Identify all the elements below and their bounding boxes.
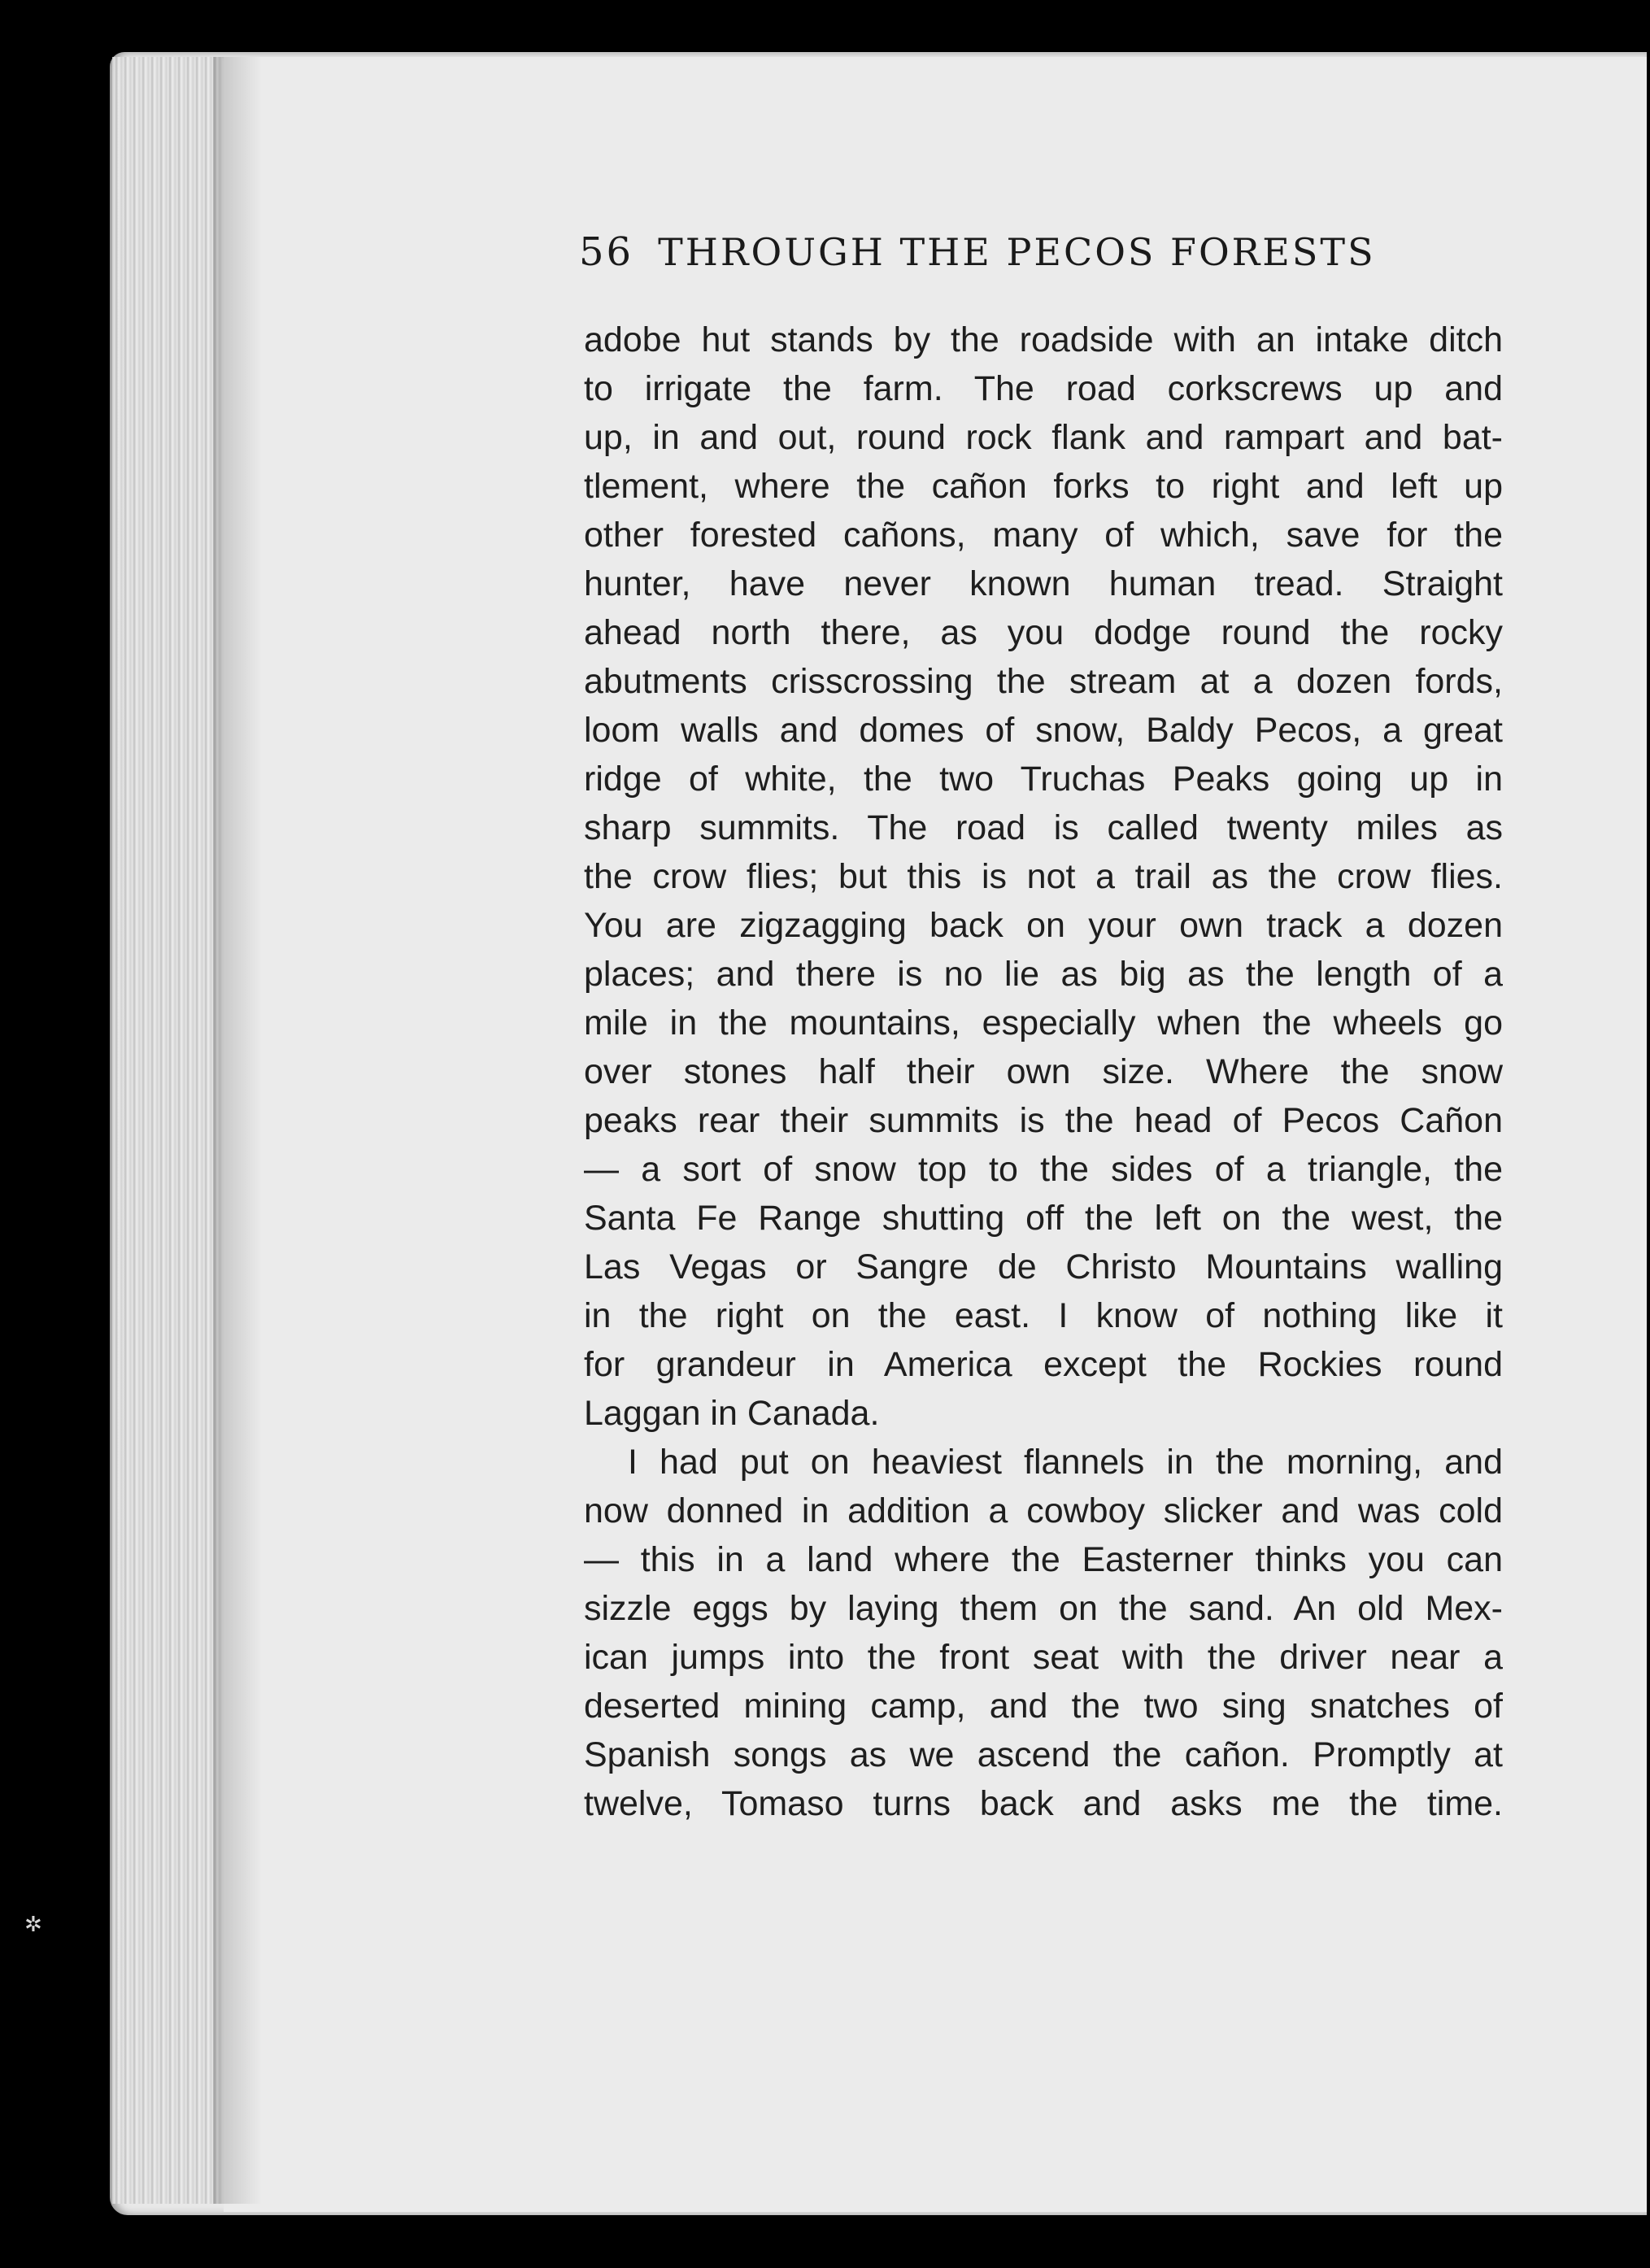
text-line: ican jumps into the front seat with the driver near a (584, 1638, 1503, 1677)
paragraph (584, 1438, 1503, 1828)
text-line: places; and there is no lie as big as the length of a (584, 955, 1503, 994)
text-line: You are zigzagging back on your own track a dozen (584, 906, 1503, 945)
text-line: loom walls and domes of snow, Baldy Pecos, a great (584, 711, 1503, 750)
text-line: sharp summits. The road is called twenty miles as (584, 808, 1503, 847)
text-line: ahead north there, as you dodge round the rocky (584, 613, 1503, 652)
text-line: sizzle eggs by laying them on the sand. An old Mex- (584, 1589, 1503, 1628)
scan-speck-icon: ✲ (24, 1913, 42, 1937)
text-line: tlement, where the cañon forks to right and left up (584, 467, 1503, 506)
paragraph (584, 316, 1503, 1438)
text-line: up, in and out, round rock flank and rampart and bat- (584, 418, 1503, 457)
text-line: peaks rear their summits is the head of Pecos Cañon (584, 1101, 1503, 1140)
gutter-shadow (213, 57, 262, 2204)
text-line: — a sort of snow top to the sides of a triangle, the (584, 1150, 1503, 1189)
text-line: I had put on heaviest flannels in the morning, and (628, 1443, 1503, 1482)
text-line: now donned in addition a cowboy slicker and was cold (584, 1491, 1503, 1530)
body-text (584, 316, 1503, 1828)
text-line: Laggan in Canada. (584, 1394, 880, 1433)
page-edges (112, 57, 222, 2204)
text-line: over stones half their own size. Where the snow (584, 1052, 1503, 1091)
text-line: Spanish songs as we ascend the cañon. Promptly at (584, 1735, 1503, 1774)
text-line: hunter, have never known human tread. Straight (584, 564, 1503, 603)
text-line: the crow flies; but this is not a trail as the crow flies. (584, 857, 1503, 896)
text-line: abutments crisscrossing the stream at a dozen fords, (584, 662, 1503, 701)
text-line: in the right on the east. I know of nothing like it (584, 1296, 1503, 1335)
running-title: THROUGH THE PECOS FORESTS (658, 230, 1376, 274)
text-line: ridge of white, the two Truchas Peaks going up in (584, 760, 1503, 799)
text-line: adobe hut stands by the roadside with an intake ditch (584, 320, 1503, 359)
text-line: Las Vegas or Sangre de Christo Mountains walling (584, 1247, 1503, 1286)
text-line: other forested cañons, many of which, save for the (584, 516, 1503, 555)
text-line: — this in a land where the Easterner thinks you can (584, 1540, 1503, 1579)
text-line: to irrigate the farm. The road corkscrews up and (584, 369, 1503, 408)
running-head (579, 229, 1506, 275)
page-number: 56 (579, 229, 634, 275)
text-line: mile in the mountains, especially when the wheels go (584, 1003, 1503, 1043)
text-line: deserted mining camp, and the two sing snatches of (584, 1687, 1503, 1726)
text-line: twelve, Tomaso turns back and asks me the time. (584, 1784, 1503, 1823)
text-line: Santa Fe Range shutting off the left on the west, the (584, 1199, 1503, 1238)
text-line: for grandeur in America except the Rockies round (584, 1345, 1503, 1384)
